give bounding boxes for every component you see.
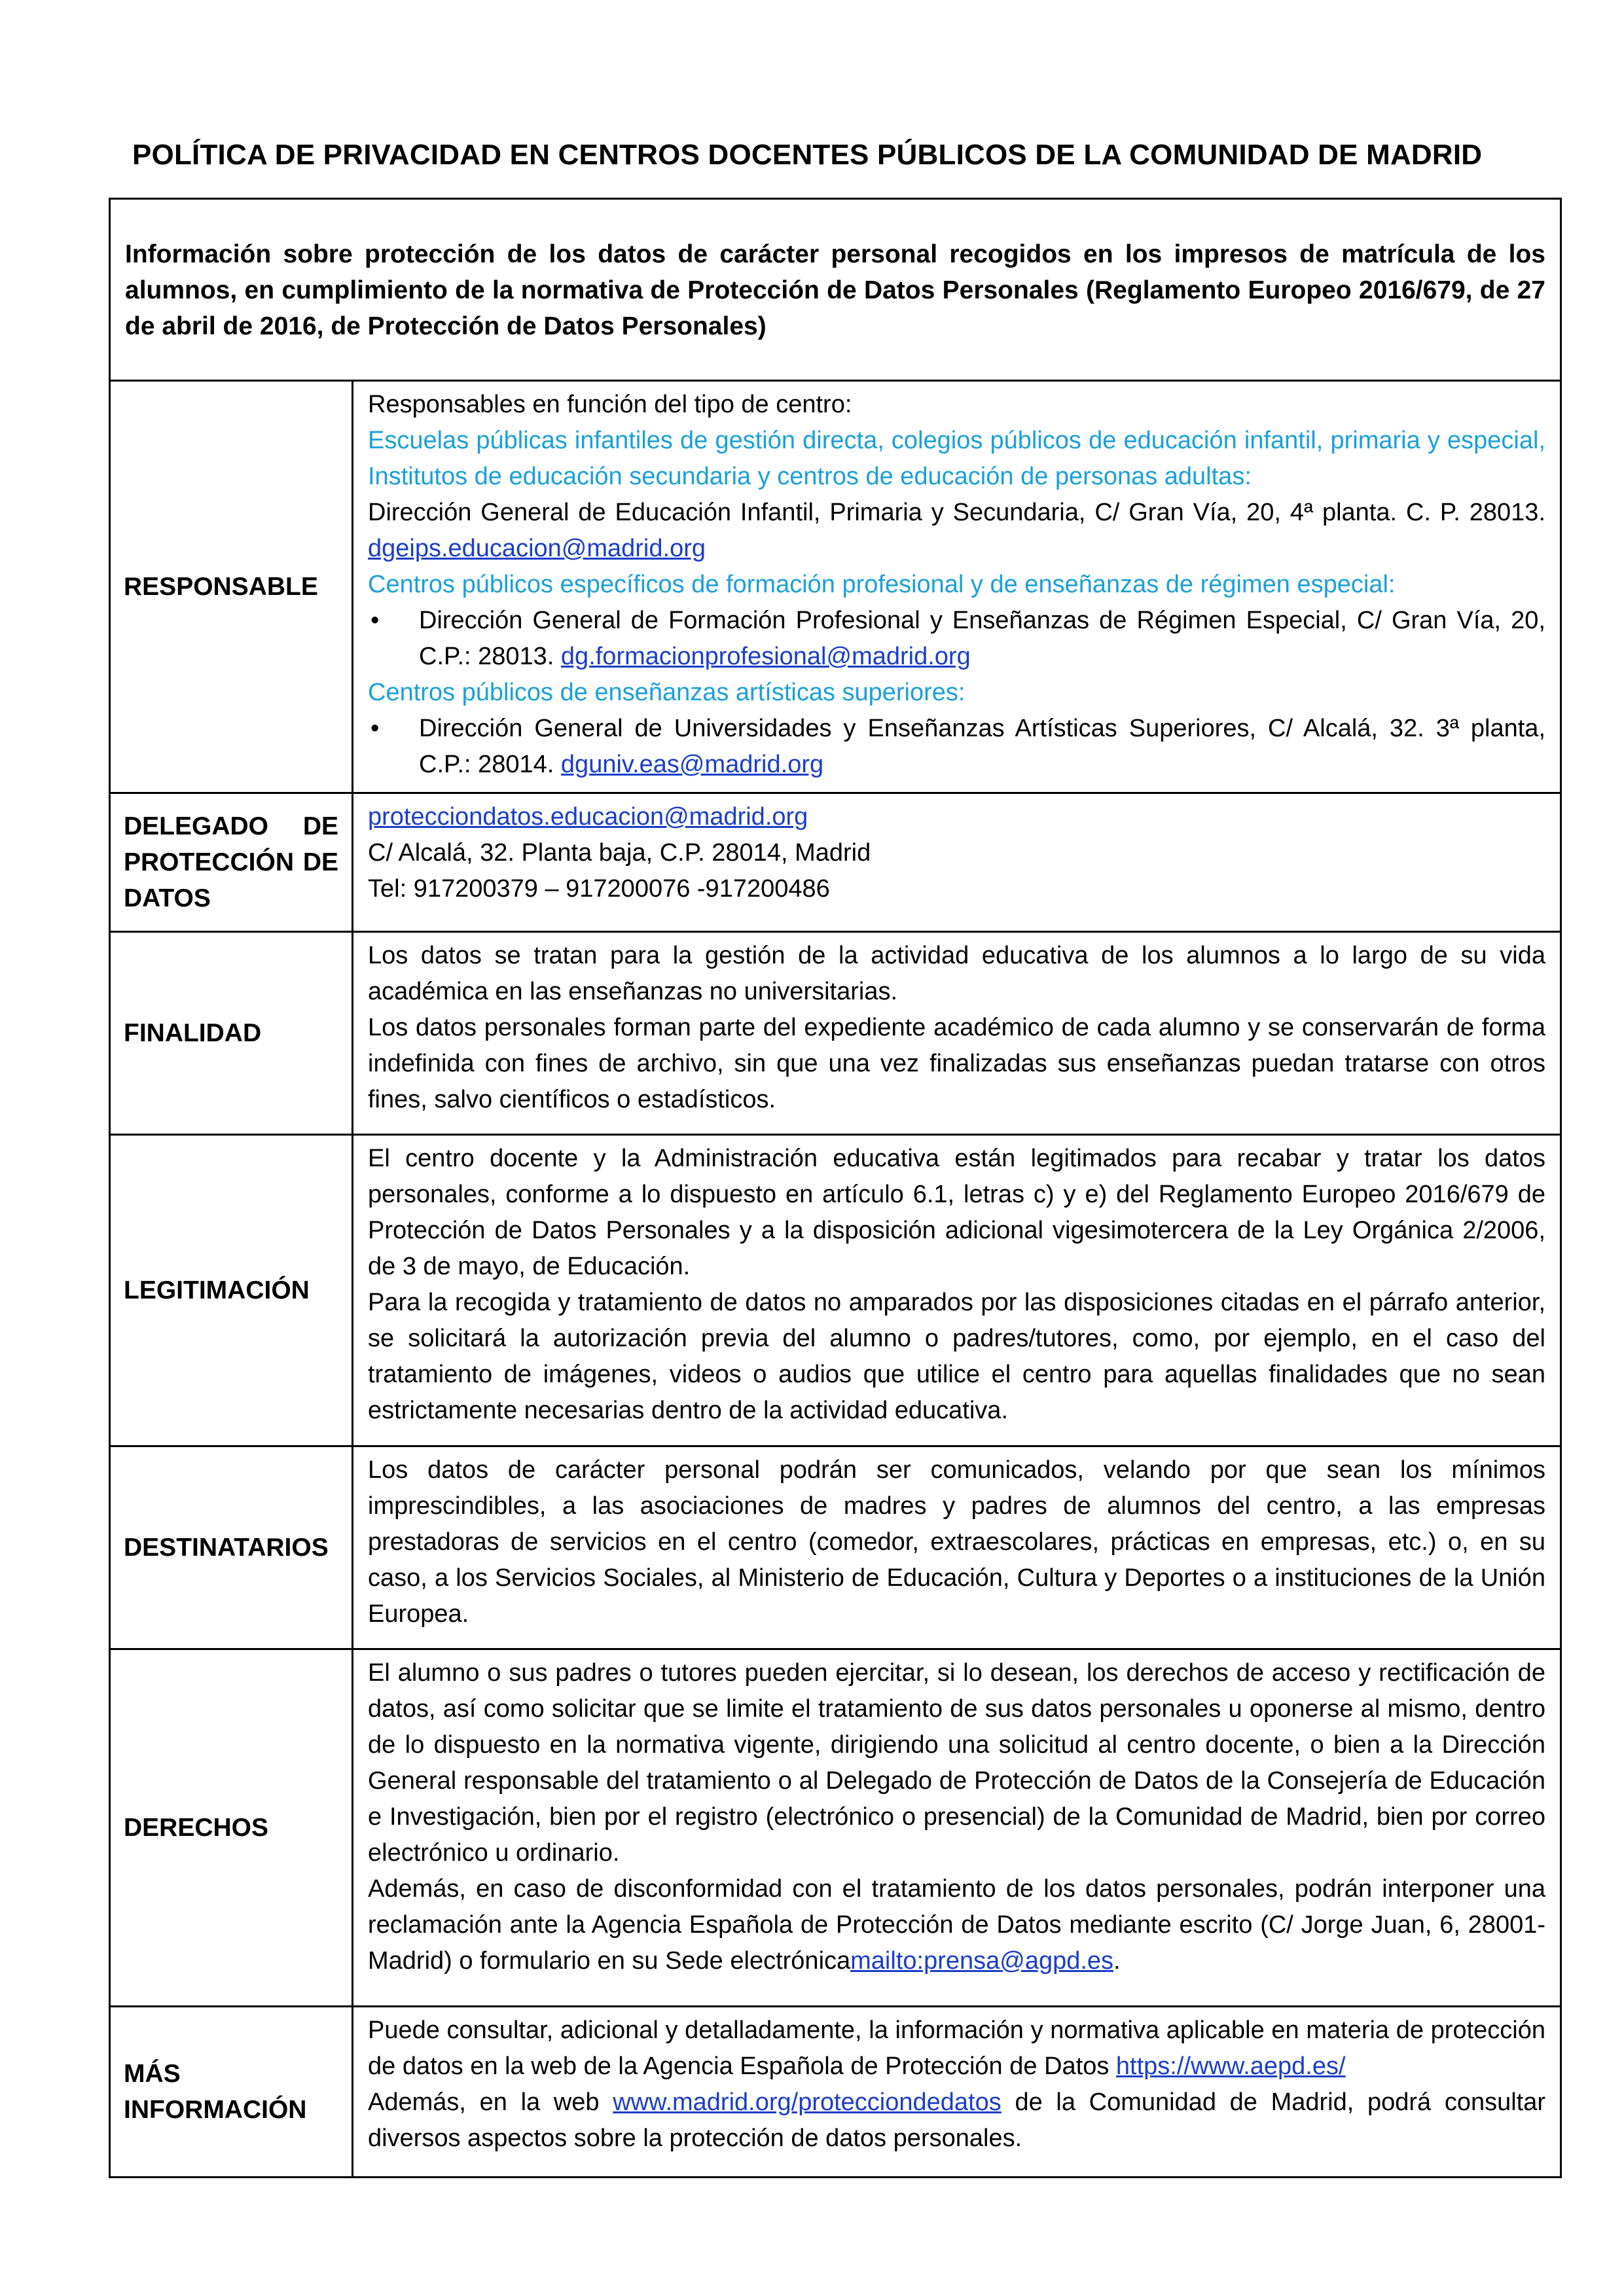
mas-informacion-p1 xyxy=(368,2013,1545,2085)
row-destinatarios xyxy=(111,1447,1560,1650)
legitimacion-p1: El centro docente y la Administración educativa están legitimados para recabar y tratar los datos personales, conforme a lo dispuesto en artículo 6.1, letras c) y e) del Reglamento Europeo 2016/679 de Protección de Datos Personales y a la disposición adicional vigesimotercera de la Ley Orgánica 2/2006, de 3 de mayo, de Educación. xyxy=(368,1145,1545,1280)
content-legitimacion xyxy=(353,1136,1560,1445)
responsable-group3-email-link[interactable]: dguniv.eas@madrid.org xyxy=(560,751,824,778)
label-finalidad: FINALIDAD xyxy=(111,933,353,1134)
list-item xyxy=(368,603,1545,675)
aepd-web-link[interactable]: https://www.aepd.es/ xyxy=(1115,2053,1346,2080)
content-mas-informacion xyxy=(353,2007,1560,2176)
content-delegado xyxy=(353,794,1560,931)
content-responsable xyxy=(353,382,1560,792)
responsable-group1-heading: Escuelas públicas infantiles de gestión directa, colegios públicos de educación infantil, primaria y especial, Institutos de educación secundaria y centros de educación de personas adultas: xyxy=(368,427,1545,490)
privacy-table xyxy=(109,198,1562,2178)
agpd-email-link[interactable]: mailto:prensa@agpd.es xyxy=(850,1947,1114,1975)
responsable-group2-email-link[interactable]: dg.formacionprofesional@madrid.org xyxy=(560,643,971,670)
responsable-group3-text: Dirección General de Universidades y Enseñanzas Artísticas Superiores, C/ Alcalá, 32. 3ª planta, C.P.: 28014. xyxy=(419,715,1545,778)
bullet-icon: • xyxy=(370,607,380,634)
list-item xyxy=(368,711,1545,783)
finalidad-p1: Los datos se tratan para la gestión de la actividad educativa de los alumnos a lo largo de su vida académica en las enseñanzas no universitarias. xyxy=(368,942,1545,1005)
page-title: POLÍTICA DE PRIVACIDAD EN CENTROS DOCENTES PÚBLICOS DE LA COMUNIDAD DE MADRID xyxy=(132,139,1483,171)
finalidad-p2: Los datos personales forman parte del expediente académico de cada alumno y se conservarán de forma indefinida con fines de archivo, sin que una vez finalizadas sus enseñanzas puedan tratarse con otros fines, salvo científicos o estadísticos. xyxy=(368,1014,1545,1113)
label-mas-informacion: MÁS INFORMACIÓN xyxy=(111,2007,353,2176)
mas-informacion-p1-text: Puede consultar, adicional y detalladamente, la información y normativa aplicable en materia de protección de datos en la web de la Agencia Española de Protección de Datos xyxy=(368,2017,1545,2080)
responsable-group1-text: Dirección General de Educación Infantil, Primaria y Secundaria, C/ Gran Vía, 20, 4ª planta. C. P. 28013. xyxy=(368,499,1545,526)
row-delegado xyxy=(111,794,1560,933)
responsable-group2-text: Dirección General de Formación Profesional y Enseñanzas de Régimen Especial, C/ Gran Vía, 20, C.P.: 28013. xyxy=(419,607,1545,670)
mas-informacion-p2 xyxy=(368,2085,1545,2157)
derechos-p2 xyxy=(368,1871,1545,1979)
content-derechos xyxy=(353,1650,1560,2005)
content-finalidad xyxy=(353,933,1560,1134)
responsable-group1-email-link[interactable]: dgeips.educacion@madrid.org xyxy=(368,535,706,562)
row-derechos xyxy=(111,1650,1560,2007)
responsable-group2 xyxy=(419,603,1545,675)
delegado-email-link[interactable]: protecciondatos.educacion@madrid.org xyxy=(368,803,808,831)
madrid-web-link[interactable]: www.madrid.org/protecciondedatos xyxy=(613,2089,1001,2116)
responsable-group3 xyxy=(419,711,1545,783)
row-mas-informacion xyxy=(111,2007,1560,2176)
mas-informacion-p2-start: Además, en la web xyxy=(368,2089,600,2116)
destinatarios-p1: Los datos de carácter personal podrán ser comunicados, velando por que sean los mínimos imprescindibles, a las asociaciones de madres y padres de alumnos del centro, a las empresas prestadoras de servicios en el centro (comedor, extraescolares, prácticas en empresas, etc.) o, en su caso, a los Servicios Sociales, al Ministerio de Educación, Cultura y Deportes o a instituciones de la Unión Europea. xyxy=(368,1456,1545,1628)
row-legitimacion xyxy=(111,1136,1560,1447)
mas-informacion-p2-end: de la Comunidad de Madrid, podrá consultar diversos aspectos sobre la protección de datos personales. xyxy=(368,2089,1546,2152)
derechos-p2-text: Además, en caso de disconformidad con el tratamiento de los datos personales, podrán interponer una reclamación ante la Agencia Española de Protección de Datos mediante escrito (C/ Jorge Juan, 6, 28001-Madrid) o formulario en su Sede electrónica xyxy=(368,1875,1545,1975)
label-responsable: RESPONSABLE xyxy=(111,382,353,792)
responsable-group3-heading: Centros públicos de enseñanzas artísticas superiores: xyxy=(368,679,965,706)
delegado-phone: Tel: 917200379 – 917200076 -917200486 xyxy=(368,875,830,903)
responsable-intro: Responsables en función del tipo de centro: xyxy=(368,391,852,418)
label-destinatarios: DESTINATARIOS xyxy=(111,1447,353,1648)
derechos-p1: El alumno o sus padres o tutores pueden ejercitar, si lo desean, los derechos de acceso y rectificación de datos, así como solicitar que se limite el tratamiento de sus datos personales u oponerse al mismo, dentro de lo dispuesto en la normativa vigente, dirigiendo una solicitud al centro docente, o bien a la Dirección General responsable del tratamiento o al Delegado de Protección de Datos de la Consejería de Educación e Investigación, bien por el registro (electrónico o presencial) de la Comunidad de Madrid, bien por correo electrónico u ordinario. xyxy=(368,1659,1545,1867)
responsable-group2-heading: Centros públicos específicos de formación profesional y de enseñanzas de régimen especial: xyxy=(368,571,1396,598)
intro-heading: Información sobre protección de los datos de carácter personal recogidos en los impresos de matrícula de los alumnos, en cumplimiento de la normativa de Protección de Datos Personales (Reglamento Europeo 2016/679, de 27 de abril de 2016, de Protección de Datos Personales) xyxy=(111,200,1560,382)
row-responsable xyxy=(111,382,1560,794)
content-destinatarios xyxy=(353,1447,1560,1648)
label-delegado: DELEGADO DE PROTECCIÓN DE DATOS xyxy=(111,794,353,931)
responsable-group1 xyxy=(368,495,1545,567)
legitimacion-p2: Para la recogida y tratamiento de datos no amparados por las disposiciones citadas en el párrafo anterior, se solicitará la autorización previa del alumno o padres/tutores, como, por ejemplo, en el caso del tratamiento de imágenes, videos o audios que utilice el centro para aquellas finalidades que no sean estrictamente necesarias dentro de la actividad educativa. xyxy=(368,1289,1545,1424)
label-legitimacion: LEGITIMACIÓN xyxy=(111,1136,353,1445)
bullet-icon: • xyxy=(370,715,380,742)
label-derechos: DERECHOS xyxy=(111,1650,353,2005)
row-finalidad xyxy=(111,933,1560,1136)
derechos-p2-end: . xyxy=(1113,1947,1121,1975)
delegado-address: C/ Alcalá, 32. Planta baja, C.P. 28014, Madrid xyxy=(368,839,871,867)
